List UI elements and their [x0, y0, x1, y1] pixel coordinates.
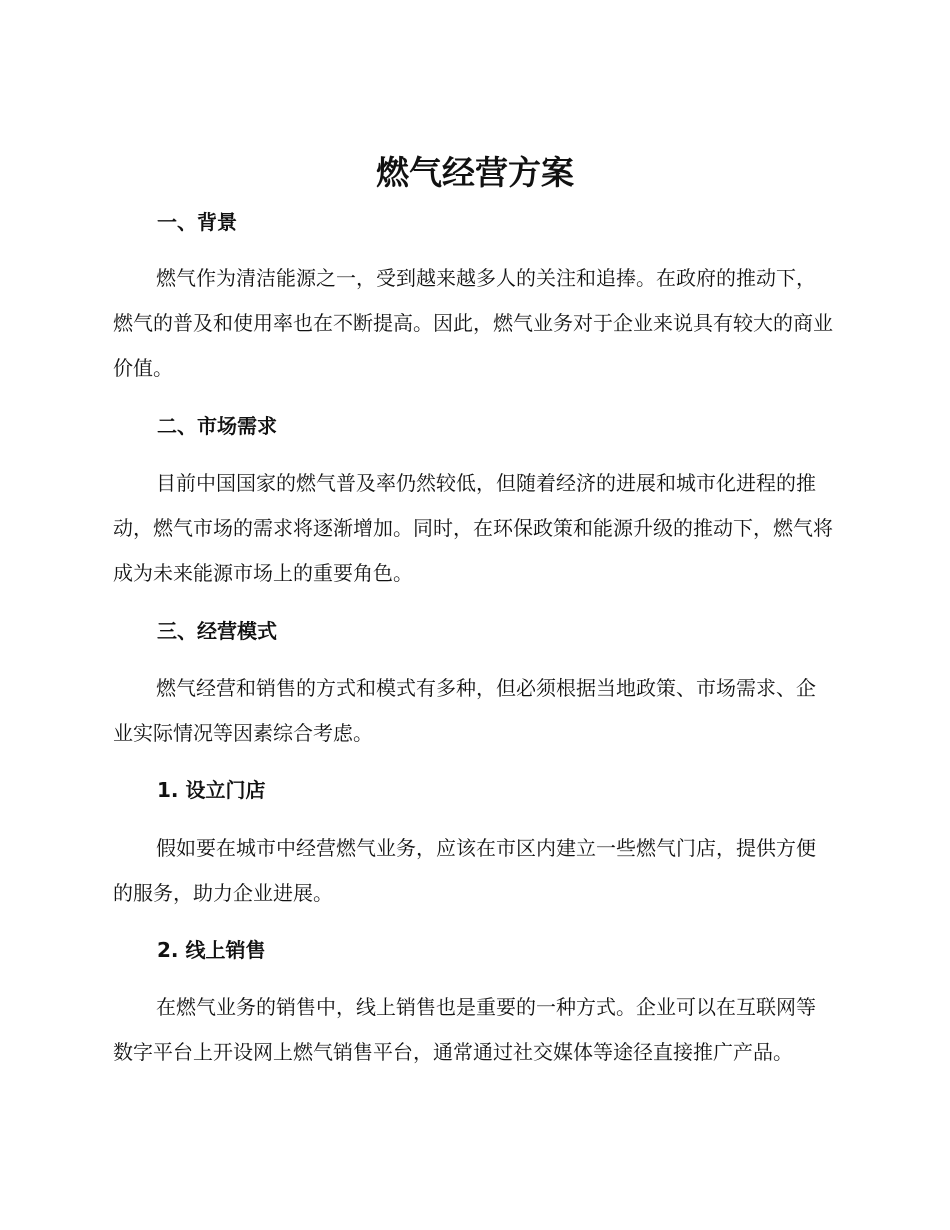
- document-title: 燃气经营方案: [376, 153, 574, 192]
- section-heading-set-up-stores: 1. 设立门店: [157, 778, 266, 802]
- section-body-set-up-stores: 假如要在城市中经营燃气业务，应该在市区内建立一些燃气门店，提供方便的服务，助力企业进展。: [113, 836, 816, 905]
- section-heading-market-demand: 二、市场需求: [157, 414, 277, 438]
- section-body-background: 燃气作为清洁能源之一，受到越来越多人的关注和追捧。在政府的推动下，燃气的普及和使用率也在不断提高。因此，燃气业务对于企业来说具有较大的商业价值。: [113, 266, 833, 380]
- section-heading-online-sales: 2. 线上销售: [157, 938, 266, 962]
- section-heading-business-model: 三、经营模式: [157, 619, 277, 643]
- section-body-market-demand: 目前中国国家的燃气普及率仍然较低，但随着经济的进展和城市化进程的推动，燃气市场的需求将逐渐增加。同时，在环保政策和能源升级的推动下，燃气将成为未来能源市场上的重要角色。: [113, 471, 833, 585]
- section-body-online-sales: 在燃气业务的销售中，线上销售也是重要的一种方式。企业可以在互联网等数字平台上开设网上燃气销售平台，通常通过社交媒体等途径直接推广产品。: [113, 995, 816, 1064]
- section-body-business-model: 燃气经营和销售的方式和模式有多种，但必须根据当地政策、市场需求、企业实际情况等因素综合考虑。: [113, 676, 816, 745]
- section-heading-background: 一、背景: [157, 210, 237, 234]
